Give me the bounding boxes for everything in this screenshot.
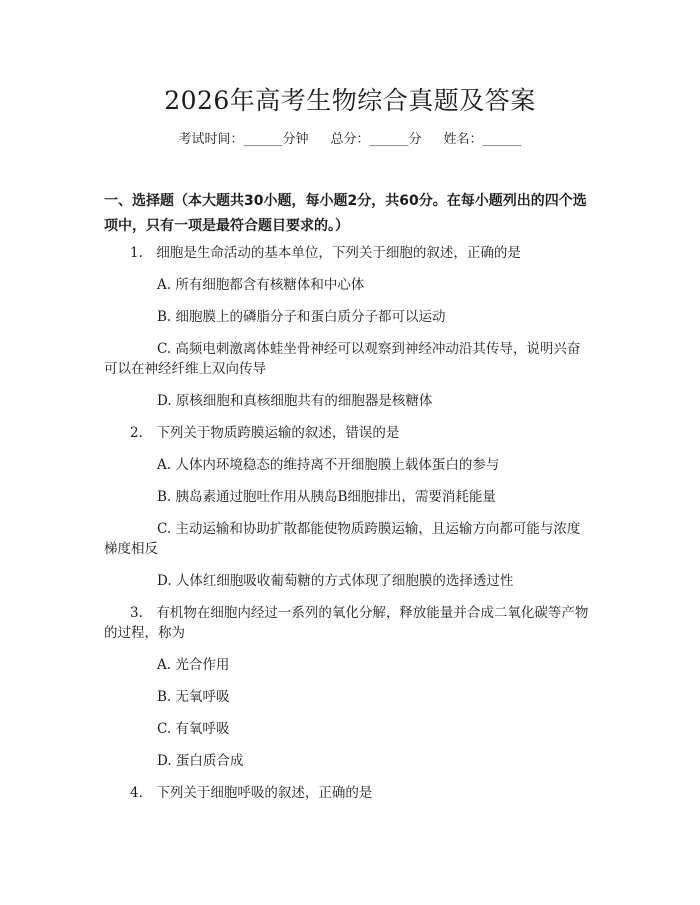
question-1-option-d: D. 原核细胞和真核细胞共有的细胞器是核糖体 <box>157 393 433 409</box>
question-3-option-b: B. 无氧呼吸 <box>157 689 230 705</box>
exam-time-field: 考试时间：______分钟 <box>178 132 309 147</box>
page-title: 2026年高考生物综合真题及答案 <box>164 86 536 115</box>
question-1-option-c: C. 高频电刺激离体蛙坐骨神经可以观察到神经冲动沿其传导，说明兴奋 <box>157 341 581 357</box>
question-1-option-c-cont: 可以在神经纤维上双向传导 <box>104 361 266 377</box>
section-heading: 一、选择题（本大题共30小题，每小题2分，共60分。在每小题列出的四个选项中，只有一项是最符合题目要求的。） <box>104 193 587 234</box>
question-2-option-d: D. 人体红细胞吸收葡萄糖的方式体现了细胞膜的选择透过性 <box>157 573 514 589</box>
question-2-option-a: A. 人体内环境稳态的维持离不开细胞膜上载体蛋白的参与 <box>157 457 500 473</box>
question-4-stem: 4. 下列关于细胞呼吸的叙述，正确的是 <box>130 785 373 801</box>
question-1-option-a: A. 所有细胞都含有核糖体和中心体 <box>157 277 365 293</box>
question-2-option-c: C. 主动运输和协助扩散都能使物质跨膜运输，且运输方向都可能与浓度 <box>157 521 581 537</box>
question-2-option-b: B. 胰岛素通过胞吐作用从胰岛B细胞排出，需要消耗能量 <box>157 489 496 505</box>
question-3-option-a: A. 光合作用 <box>157 657 230 673</box>
question-2-stem: 2. 下列关于物质跨膜运输的叙述，错误的是 <box>130 425 400 441</box>
name-field: 姓名：______ <box>443 132 522 147</box>
question-2-option-c-cont: 梯度相反 <box>104 541 158 557</box>
question-3-option-c: C. 有氧呼吸 <box>157 721 230 737</box>
question-3-stem: 3. 有机物在细胞内经过一系列的氧化分解，释放能量并合成二氧化碳等产物 <box>130 605 589 621</box>
question-1-stem: 1. 细胞是生命活动的基本单位，下列关于细胞的叙述，正确的是 <box>130 245 521 261</box>
question-3-stem-cont: 的过程，称为 <box>104 625 185 641</box>
total-score-field: 总分：______分 <box>330 132 422 147</box>
question-3-option-d: D. 蛋白质合成 <box>157 753 244 769</box>
question-1-option-b: B. 细胞膜上的磷脂分子和蛋白质分子都可以运动 <box>157 309 446 325</box>
exam-meta <box>0 131 700 149</box>
